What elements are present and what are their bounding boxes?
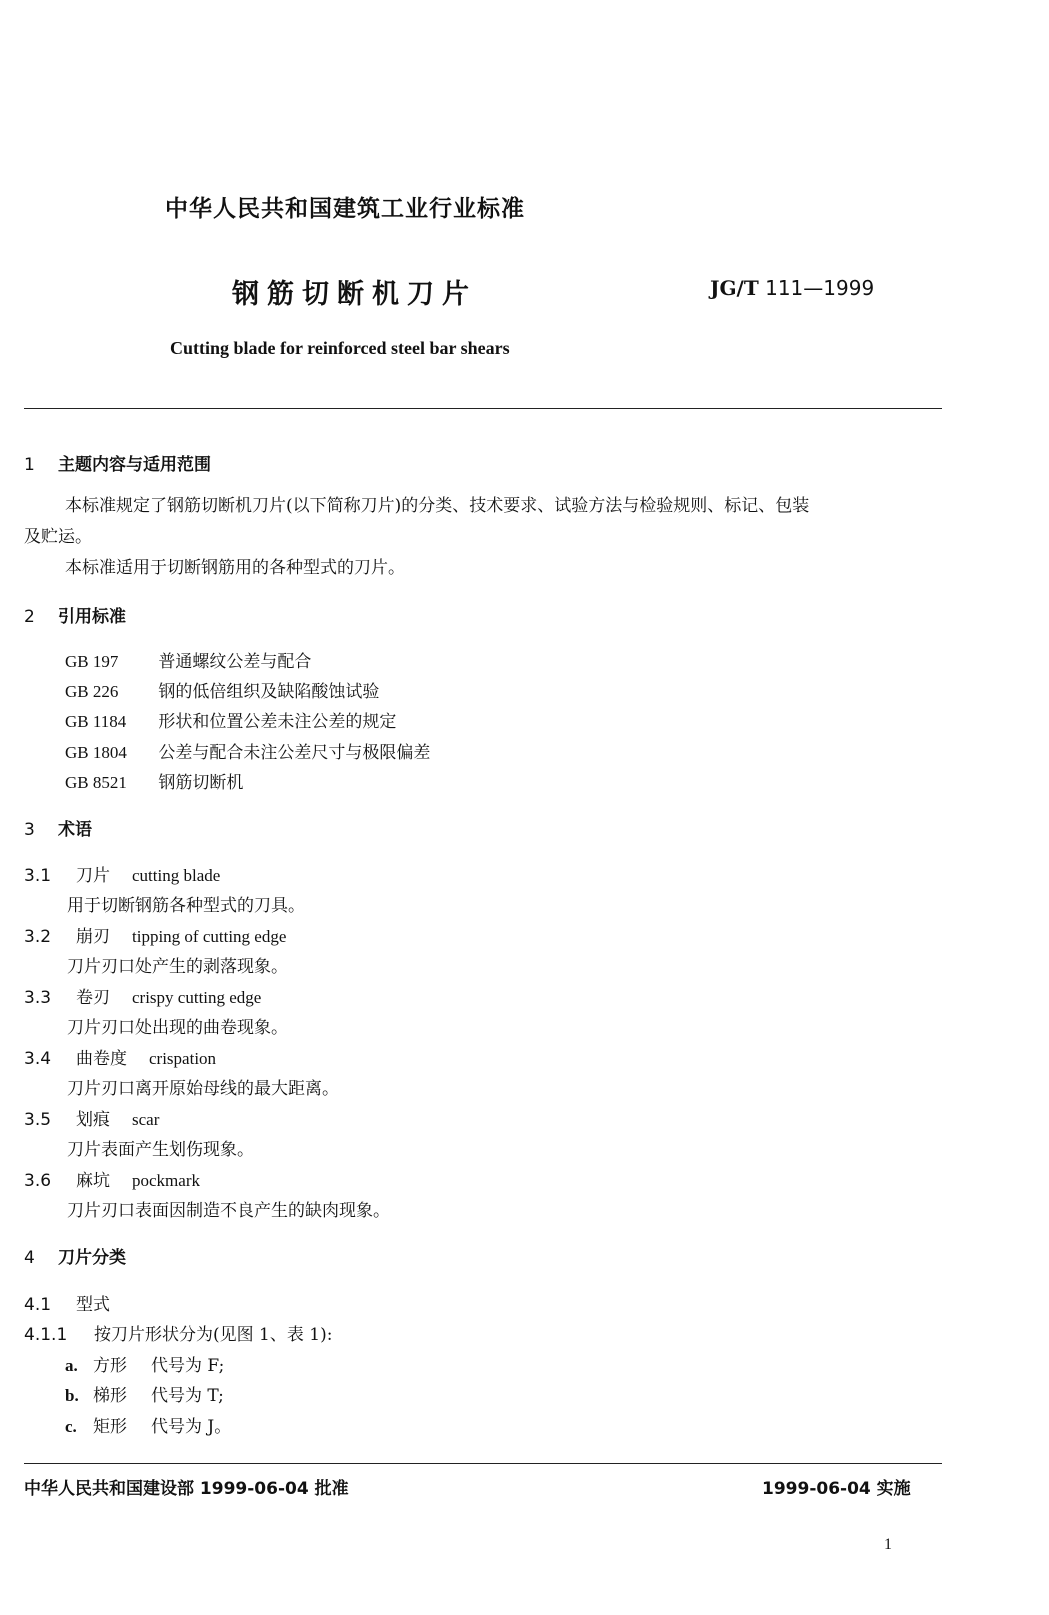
term-chinese: 卷刃 [76, 988, 110, 1008]
shape-name: 矩形 [93, 1417, 127, 1437]
term-definition: 刀片刃口离开原始母线的最大距离。 [67, 1079, 339, 1099]
approval-line: 中华人民共和国建设部 1999-06-04 批准 [24, 1479, 349, 1499]
term-definition: 刀片表面产生划伤现象。 [67, 1140, 254, 1160]
subsection-4-1 [24, 1290, 110, 1315]
header-divider [24, 408, 942, 409]
section-1-number: 1 [24, 455, 35, 475]
term-number: 3.5 [24, 1110, 52, 1130]
section-3-heading [24, 815, 92, 840]
term-row [24, 922, 286, 947]
term-chinese: 刀片 [76, 866, 110, 886]
section-2-heading [24, 602, 126, 627]
reference-item [65, 768, 243, 793]
section-3-number: 3 [24, 820, 35, 840]
term-chinese: 崩刃 [76, 927, 110, 947]
section-1-para-1-cont: 及贮运。 [24, 527, 92, 547]
subsection-number: 4.1 [24, 1295, 52, 1315]
term-number: 3.2 [24, 927, 52, 947]
reference-item [65, 707, 396, 732]
section-1-para-2: 本标准适用于切断钢筋用的各种型式的刀片。 [65, 558, 405, 578]
section-1-title: 主题内容与适用范围 [58, 455, 211, 475]
section-4-number: 4 [24, 1248, 35, 1268]
reference-title: 公差与配合未注公差尺寸与极限偏差 [158, 743, 431, 763]
reference-code: GB 8521 [65, 773, 127, 792]
shape-name: 梯形 [93, 1386, 127, 1406]
list-letter: a. [65, 1356, 78, 1375]
list-letter: c. [65, 1417, 77, 1436]
subsection-title: 型式 [76, 1295, 110, 1315]
section-1-heading [24, 450, 211, 475]
section-4-title: 刀片分类 [58, 1248, 126, 1268]
reference-item [65, 738, 430, 763]
english-title: Cutting blade for reinforced steel bar shears [170, 338, 510, 358]
standard-code-number: 111—1999 [765, 276, 875, 300]
document-title: 钢筋切断机刀片 [232, 279, 477, 310]
term-english: cutting blade [132, 866, 221, 885]
term-english: scar [132, 1110, 160, 1129]
term-row [24, 1105, 159, 1130]
term-definition: 刀片刃口处产生的剥落现象。 [67, 957, 288, 977]
term-english: pockmark [132, 1171, 200, 1190]
term-number: 3.1 [24, 866, 52, 886]
term-chinese: 曲卷度 [76, 1049, 127, 1069]
reference-title: 钢的低倍组织及缺陷酸蚀试验 [158, 682, 380, 702]
section-4-heading [24, 1243, 126, 1268]
section-3-title: 术语 [58, 820, 92, 840]
standard-code [710, 276, 874, 300]
organization-title: 中华人民共和国建筑工业行业标准 [165, 196, 525, 222]
term-number: 3.6 [24, 1171, 52, 1191]
term-english: crispy cutting edge [132, 988, 262, 1007]
reference-title: 钢筋切断机 [158, 773, 244, 793]
list-letter: b. [65, 1386, 79, 1405]
reference-item [65, 677, 379, 702]
section-2-number: 2 [24, 607, 35, 627]
list-item [65, 1412, 231, 1437]
term-row [24, 1044, 216, 1069]
term-row [24, 1166, 200, 1191]
list-item [65, 1351, 224, 1376]
reference-title: 普通螺纹公差与配合 [158, 652, 312, 672]
term-chinese: 麻坑 [76, 1171, 110, 1191]
reference-code: GB 1184 [65, 712, 127, 731]
term-row [24, 861, 220, 886]
term-number: 3.3 [24, 988, 52, 1008]
section-1-para-1: 本标准规定了钢筋切断机刀片(以下简称刀片)的分类、技术要求、试验方法与检验规则、标记、包装 [65, 496, 810, 516]
reference-title: 形状和位置公差未注公差的规定 [158, 712, 397, 732]
term-definition: 用于切断钢筋各种型式的刀具。 [67, 896, 305, 916]
implementation-date: 1999-06-04 实施 [762, 1479, 911, 1499]
term-definition: 刀片刃口处出现的曲卷现象。 [67, 1018, 288, 1038]
shape-code: 代号为 F; [151, 1356, 225, 1376]
subsection-text: 按刀片形状分为(见图 1、表 1): [94, 1325, 333, 1345]
shape-name: 方形 [93, 1356, 127, 1376]
section-2-title: 引用标准 [58, 607, 126, 627]
page-number: 1 [884, 1536, 892, 1553]
term-definition: 刀片刃口表面因制造不良产生的缺肉现象。 [67, 1201, 390, 1221]
shape-code: 代号为 J。 [151, 1417, 232, 1437]
term-row [24, 983, 261, 1008]
reference-code: GB 226 [65, 682, 119, 701]
reference-code: GB 1804 [65, 743, 127, 762]
reference-item [65, 647, 311, 672]
subsection-number: 4.1.1 [24, 1325, 68, 1345]
term-number: 3.4 [24, 1049, 52, 1069]
standard-code-prefix: JG/T [710, 276, 759, 300]
term-english: tipping of cutting edge [132, 927, 287, 946]
shape-code: 代号为 T; [151, 1386, 224, 1406]
term-english: crispation [149, 1049, 217, 1068]
subsection-4-1-1 [24, 1320, 332, 1345]
reference-code: GB 197 [65, 652, 119, 671]
term-chinese: 划痕 [76, 1110, 110, 1130]
list-item [65, 1381, 224, 1406]
footer-divider [24, 1463, 942, 1464]
